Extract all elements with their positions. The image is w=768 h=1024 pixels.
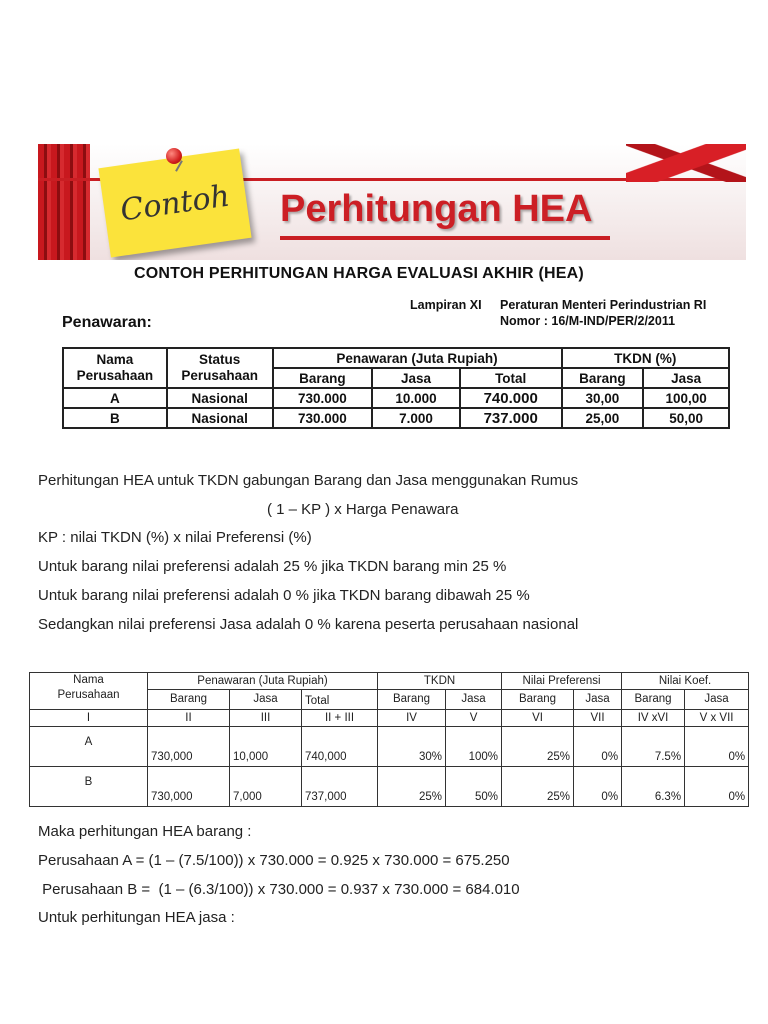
table-header-row: [63, 348, 729, 368]
table-row: [63, 388, 729, 408]
index-cell: III: [230, 710, 302, 727]
table-header-row: [30, 673, 749, 690]
header-tkdn: TKDN (%): [562, 348, 729, 368]
banner-red-ribbon-graphic: [626, 144, 746, 182]
banner-title: Perhitungan HEA: [280, 188, 593, 230]
header-nama-perusahaan: Nama Perusahaan: [63, 348, 167, 388]
index-cell: V x VII: [685, 710, 749, 727]
header-nilai-koef: Nilai Koef.: [622, 673, 749, 690]
banner-title-underline: [280, 236, 610, 240]
cell-total: 737.000: [460, 408, 562, 428]
text-line: Untuk perhitungan HEA jasa :: [38, 909, 235, 926]
formula-line: ( 1 – KP ) x Harga Penawara: [267, 501, 459, 518]
table-row: [30, 727, 749, 767]
cell-total: 737,000: [302, 767, 378, 807]
cell-koef-jasa: 0%: [685, 727, 749, 767]
cell-koef-barang: 6.3%: [622, 767, 685, 807]
cell-total: 740,000: [302, 727, 378, 767]
banner-curtain-graphic: [38, 144, 90, 260]
cell-tkdn-barang: 30,00: [562, 388, 644, 408]
cell-name: A: [63, 388, 167, 408]
cell-tkdn-barang: 30%: [378, 727, 446, 767]
cell-tkdn-jasa: 100%: [446, 727, 502, 767]
calc-line-b: Perusahaan B = (1 – (6.3/100)) x 730.000 = 0.937 x 730.000 = 684.010: [38, 881, 520, 898]
cell-jasa: 7,000: [230, 767, 302, 807]
reference-label: Lampiran XI: [410, 298, 482, 312]
text-line: Untuk barang nilai preferensi adalah 25 % jika TKDN barang min 25 %: [38, 558, 507, 575]
cell-barang: 730,000: [148, 727, 230, 767]
header-koef-barang: Barang: [622, 690, 685, 710]
index-cell: IV: [378, 710, 446, 727]
cell-name: A: [30, 727, 148, 767]
document-heading: CONTOH PERHITUNGAN HARGA EVALUASI AKHIR (HEA): [134, 265, 584, 282]
reference-number: Nomor : 16/M-IND/PER/2/2011: [500, 314, 676, 328]
cell-pref-barang: 25%: [502, 767, 574, 807]
header-tkdn-barang: Barang: [378, 690, 446, 710]
header-tkdn-jasa: Jasa: [446, 690, 502, 710]
index-cell: II + III: [302, 710, 378, 727]
header-penawaran: Penawaran (Juta Rupiah): [148, 673, 378, 690]
cell-jasa: 10.000: [372, 388, 460, 408]
sticky-note-text: Contoh: [118, 178, 232, 228]
cell-pref-barang: 25%: [502, 727, 574, 767]
header-tkdn-jasa: Jasa: [643, 368, 729, 388]
header-barang: Barang: [273, 368, 373, 388]
cell-tkdn-jasa: 50%: [446, 767, 502, 807]
cell-name: B: [63, 408, 167, 428]
cell-tkdn-barang: 25,00: [562, 408, 644, 428]
index-cell: II: [148, 710, 230, 727]
index-cell: VII: [574, 710, 622, 727]
cell-status: Nasional: [167, 408, 273, 428]
index-cell: VI: [502, 710, 574, 727]
cell-name: B: [30, 767, 148, 807]
header-penawaran: Penawaran (Juta Rupiah): [273, 348, 562, 368]
offer-table: [62, 347, 730, 429]
header-tkdn: TKDN: [378, 673, 502, 690]
index-row: [30, 710, 749, 727]
header-status-perusahaan: Status Perusahaan: [167, 348, 273, 388]
header-nilai-preferensi: Nilai Preferensi: [502, 673, 622, 690]
regulation-reference: [410, 297, 706, 329]
text-line: Maka perhitungan HEA barang :: [38, 823, 252, 840]
cell-barang: 730.000: [273, 408, 373, 428]
header-pref-barang: Barang: [502, 690, 574, 710]
header-koef-jasa: Jasa: [685, 690, 749, 710]
cell-total: 740.000: [460, 388, 562, 408]
text-line: Sedangkan nilai preferensi Jasa adalah 0 % karena peserta perusahaan nasional: [38, 616, 579, 633]
cell-tkdn-jasa: 100,00: [643, 388, 729, 408]
table-row: [63, 408, 729, 428]
penawaran-label: Penawaran:: [62, 314, 152, 331]
header-total: Total: [460, 368, 562, 388]
index-cell: IV xVI: [622, 710, 685, 727]
index-cell: V: [446, 710, 502, 727]
cell-pref-jasa: 0%: [574, 767, 622, 807]
cell-pref-jasa: 0%: [574, 727, 622, 767]
text-line: KP : nilai TKDN (%) x nilai Preferensi (%): [38, 529, 312, 546]
cell-status: Nasional: [167, 388, 273, 408]
header-tkdn-barang: Barang: [562, 368, 644, 388]
header-jasa: Jasa: [230, 690, 302, 710]
header-barang: Barang: [148, 690, 230, 710]
text-line: Perhitungan HEA untuk TKDN gabungan Barang dan Jasa menggunakan Rumus: [38, 472, 579, 489]
cell-barang: 730,000: [148, 767, 230, 807]
cell-jasa: 10,000: [230, 727, 302, 767]
hea-calculation-table: [29, 672, 749, 807]
cell-tkdn-jasa: 50,00: [643, 408, 729, 428]
cell-tkdn-barang: 25%: [378, 767, 446, 807]
cell-jasa: 7.000: [372, 408, 460, 428]
cell-koef-jasa: 0%: [685, 767, 749, 807]
index-cell: I: [30, 710, 148, 727]
reference-regulation: Peraturan Menteri Perindustrian RI: [500, 298, 707, 312]
banner-image: [38, 144, 746, 260]
header-nama-perusahaan: Nama Perusahaan: [30, 673, 148, 710]
text-line: Untuk barang nilai preferensi adalah 0 % jika TKDN barang dibawah 25 %: [38, 587, 530, 604]
cell-koef-barang: 7.5%: [622, 727, 685, 767]
header-jasa: Jasa: [372, 368, 460, 388]
header-pref-jasa: Jasa: [574, 690, 622, 710]
cell-barang: 730.000: [273, 388, 373, 408]
pushpin-icon: [166, 148, 182, 164]
header-total: Total: [302, 690, 378, 710]
calc-line-a: Perusahaan A = (1 – (7.5/100)) x 730.000 = 0.925 x 730.000 = 675.250: [38, 852, 510, 869]
table-row: [30, 767, 749, 807]
